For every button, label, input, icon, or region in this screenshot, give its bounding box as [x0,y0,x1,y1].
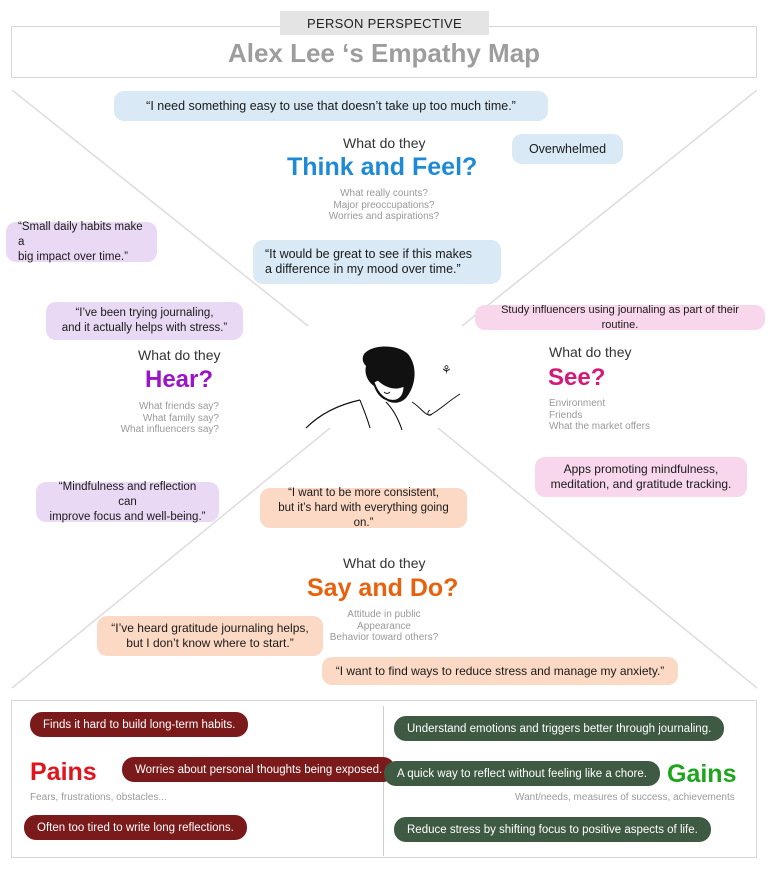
see-bubble-apps: Apps promoting mindfulness, meditation, and gratitude tracking. [535,457,747,497]
think-prompts: What really counts? Major preoccupations? Worries and aspirations? [328,188,440,222]
gain-item-understand: Understand emotions and triggers better through journaling. [394,716,724,741]
bee-icon: ⚘ [441,363,452,377]
gains-subtitle: Want/needs, measures of success, achievements [515,792,735,803]
feel-bubble-overwhelmed: Overwhelmed [512,134,623,164]
pains-subtitle: Fears, frustrations, obstacles... [30,792,167,803]
page-title: Alex Lee ‘s Empathy Map [227,37,541,68]
say-bubble-gratitude: “I’ve heard gratitude journaling helps, but I don’t know where to start.” [97,616,323,656]
say-heading: Say and Do? [307,574,459,602]
person-sketch-icon [300,342,472,434]
gain-item-reduce-stress: Reduce stress by shifting focus to positive aspects of life. [394,817,711,842]
hear-bubble-mindfulness: “Mindfulness and reflection can improve focus and well-being.” [36,482,219,522]
see-prompts: Environment Friends What the market offers [549,398,650,432]
think-prefix: What do they [343,135,426,151]
gain-item-quick-reflect: A quick way to reflect without feeling like a chore. [384,761,660,786]
see-bubble-influencers: Study influencers using journaling as part of their routine. [475,305,765,330]
say-prefix: What do they [343,555,426,571]
think-bubble-mood-over-time: “It would be great to see if this makes a difference in my mood over time.” [253,240,501,284]
gains-heading: Gains [667,760,737,788]
think-heading: Think and Feel? [287,153,478,181]
see-prefix: What do they [549,344,632,360]
perspective-tag: PERSON PERSPECTIVE [280,11,489,35]
say-bubble-reduce-stress: “I want to find ways to reduce stress and manage my anxiety.” [322,657,678,685]
pain-item-habits: Finds it hard to build long-term habits. [30,712,248,737]
say-bubble-consistent: “I want to be more consistent, but it’s hard with everything going on.” [260,488,467,528]
pain-item-tired: Often too tired to write long reflections. [24,815,247,840]
hear-prefix: What do they [138,347,221,363]
hear-heading: Hear? [145,366,214,393]
see-heading: See? [548,364,606,391]
hear-bubble-small-habits: “Small daily habits make a big impact over time.” [6,222,157,262]
hear-bubble-journaling-helps: “I’ve been trying journaling, and it actually helps with stress.” [46,302,243,340]
pains-heading: Pains [30,758,97,786]
pain-item-exposed: Worries about personal thoughts being exposed. [122,757,395,782]
hear-prompts: What friends say? What family say? What influencers say? [120,401,219,435]
say-prompts: Attitude in public Appearance Behavior toward others? [329,609,439,643]
think-bubble-easy-to-use: “I need something easy to use that doesn’t take up too much time.” [114,91,548,121]
